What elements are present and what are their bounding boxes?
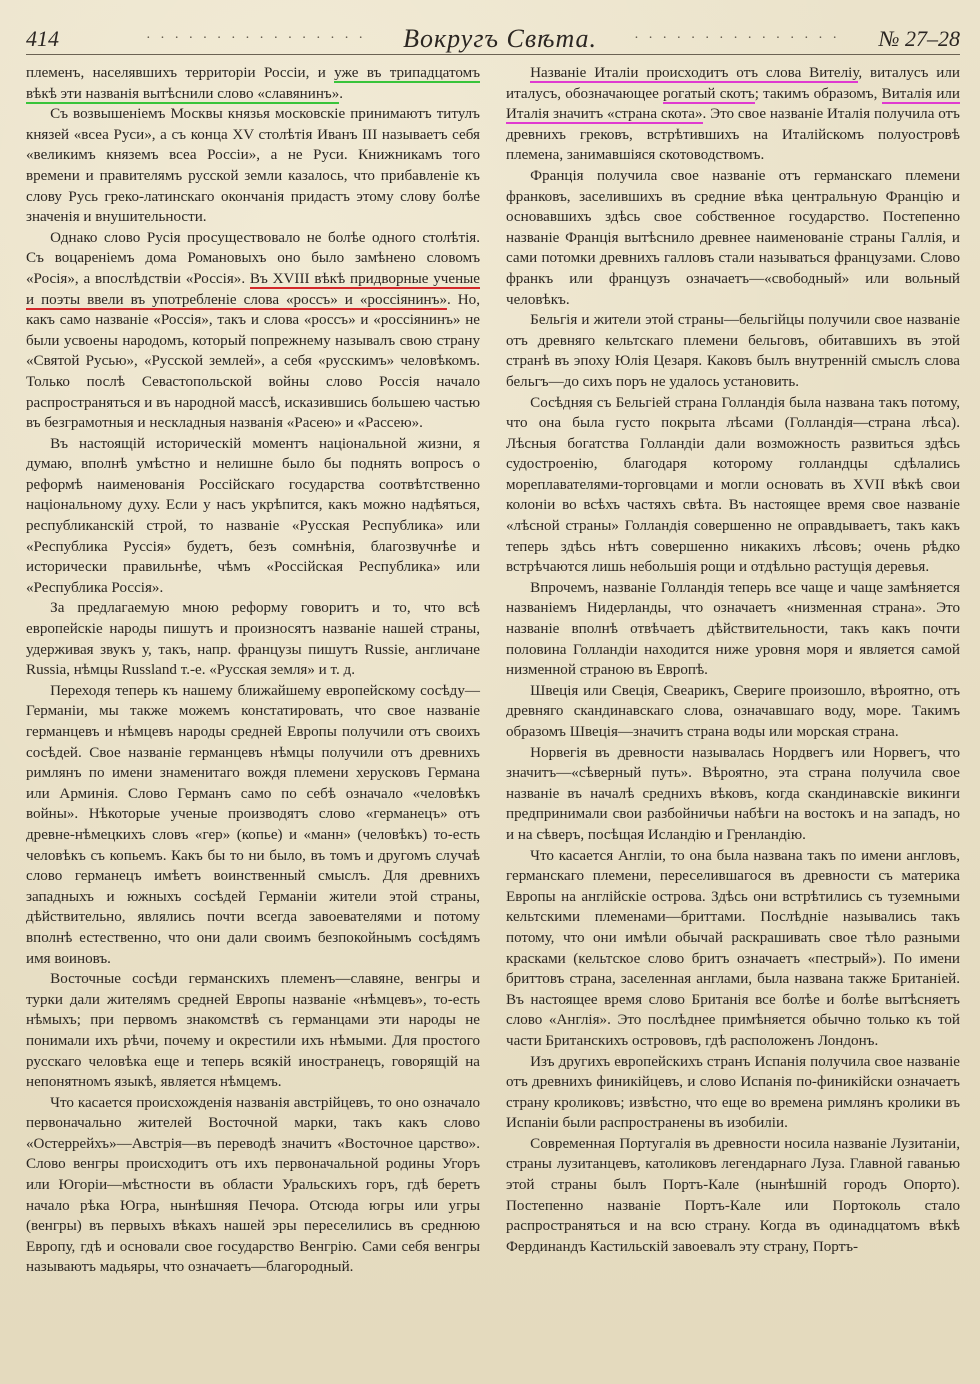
paragraph-text: За предлагаемую мною реформу говоритъ и то, что всѣ европейскiе народы пишутъ и произносятъ названiе нашей страны, удерживая звукъ у, такъ, напр. французы пишутъ Russie, англичане Russia, нѣмцы Russland т.-е. «Русская земля» и т. д. [26, 600, 480, 679]
paragraph-text: Однако слово Русiя просуществовало не болѣе одного столѣтiя. Съ воцаренiемъ дома Романовыхъ оно было замѣнено словомъ «Росiя», а впослѣдствiи «Россiя». [26, 229, 480, 287]
magazine-title: Вокругъ Свѣта. [403, 24, 598, 53]
paragraph-text: Впрочемъ, названiе Голландiя теперь все чаще и чаще замѣняется названiемъ Нидерланды, что означаетъ «низменная страна». Это названiе вполнѣ отвѣчаетъ дѣйствительности, такъ какъ почти половина Голландiи находится ниже уровня моря и является самой низменной страною въ Европѣ. [506, 579, 960, 679]
article-columns [26, 63, 960, 1278]
paragraph [26, 434, 480, 599]
page-number: 414 [26, 26, 59, 51]
issue-number: № 27–28 [878, 26, 960, 51]
paragraph-text: Переходя теперь къ нашему ближайшему европейскому сосѣду—Германiи, мы также можемъ констатировать, что свое названiе германцевъ и нѣмцевъ народы средней Европы получили отъ своихъ сосѣдей. Свое названiе германцевъ нѣмцы получили отъ древнихъ римлянъ по имени знаменитаго вождя племени херусковъ Германа или Арминiя. Слово Германъ само по себѣ означало «человѣкъ войны». Нѣкоторые ученые производятъ слово «германецъ» отъ древне-нѣмецкихъ словъ «гер» (копье) и «манн» (человѣкъ) то-есть человѣкъ съ копьемъ. Какъ бы то ни было, въ томъ и другомъ случаѣ слово германецъ имѣетъ воинственный смыслъ. Для древнихъ западныхъ и южныхъ сосѣдей Германiи жители этой страны, дѣйствительно, являлись почти всегда завоевателями и потому вполнѣ естественно, что они дали своимъ безпокойнымъ сосѣдямъ имя воиновъ. [26, 682, 480, 967]
paragraph-text: Въ настоящiй историческiй моментъ нацiональной жизни, я думаю, вполнѣ умѣстно и нелишне было бы поднять вопросъ о реформѣ наименованiя Россiйскаго государства соотвѣтственно нацiональному духу. Если у насъ укрѣпится, какъ можно надѣяться, республиканскiй строй, то названiе «Русская Республика» или «Республика Руссiя» будетъ, безъ сомнѣнiя, благозвучнѣе и исторически правильнѣе, чѣмъ «Россiйская Республика» или «Республика Россiя». [26, 435, 480, 596]
left-column [26, 63, 480, 1278]
paragraph [506, 846, 960, 1052]
paragraph [26, 969, 480, 1093]
underlined-phrase: Названiе Италiи происходитъ отъ слова Вителiу [530, 65, 859, 81]
page-header [26, 24, 960, 55]
underlined-phrase: Виталiя или Италiя значитъ «страна скота» [506, 85, 961, 123]
paragraph-text: Норвегiя въ древности называлась Нордвегъ или Норвегъ, что значитъ—«сѣверный путь». Вѣроятно, эта страна получила свое названiе въ началѣ среднихъ вѣковъ, когда скандинавскiе викинги предпринимали свои разбойничьи набѣги на востокъ и на западъ, но и на сѣверъ, посѣщая Исландiю и Гренландiю. [506, 744, 960, 843]
underlined-phrase: рогатый скотъ [663, 85, 755, 102]
paragraph-text: Восточные сосѣди германскихъ племенъ—славяне, венгры и турки дали жителямъ средней Европы названiе «нѣмцевъ», то-есть нѣмыхъ; при первомъ знакомствѣ съ германцами эти народы не понимали ихъ рѣчи, почему и окрестили ихъ нѣмыми. Для простого русскаго человѣка еще и теперь всякiй иностранецъ, говорящiй на непонятномъ языкѣ, является нѣмцемъ. [26, 971, 480, 1091]
right-column [506, 63, 960, 1278]
paragraph-text: Съ возвышенiемъ Москвы князья московскiе принимаютъ титулъ князей «всеа Руси», а съ конца XV столѣтiя Иванъ III называетъ себя «великимъ княземъ всеа Россiи», а не Руси. Книжникамъ того времени и правителямъ русской земли казалось, что прибавленiе къ слову Русь греко-латинскаго окончанiя придастъ этому слову болѣе значенiя и внушительности. [26, 106, 480, 226]
paragraph [506, 1134, 960, 1258]
paragraph-text: . Это свое названiе Италiя получила отъ древнихъ грековъ, встрѣтившихъ на Италiйскомъ полуостровѣ племена, занимавшiяся скотоводствомъ. [506, 106, 960, 164]
paragraph [26, 681, 480, 969]
paragraph-text: Что касается Англiи, то она была названа такъ по имени англовъ, германскаго племени, переселившагося въ древности съ материка Европы на англiйскiе острова. Здѣсь они встрѣтились съ туземными кельтскими племенами—бриттами. Послѣднiе назывались такъ потому, что они имѣли обычай раскрашивать свое тѣло разными красками (кельтское слово бритъ означаетъ «пестрый»). По имени бриттовъ страна, заселенная англами, была названа также Британiей. Въ настоящее время слово Британiя все болѣе и болѣе вытѣсняетъ слово «Англiя». Это послѣднее примѣняется обычно только къ той части Британскихъ острововъ, гдѣ расположенъ Лондонъ. [506, 847, 960, 1049]
paragraph [506, 393, 960, 578]
paragraph [506, 310, 960, 392]
paragraph [506, 743, 960, 846]
paragraph-text: Изъ другихъ европейскихъ странъ Испанiя получила свое названiе отъ древнихъ финикiйцевъ, и слово Испанiя по-финикiйски означаетъ страну кроликовъ; извѣстно, что еще во времена римлянъ кролики въ Испанiи были распространены въ изобилiи. [506, 1053, 960, 1132]
paragraph [26, 1093, 480, 1278]
underlined-phrase: уже въ трипадцатомъ вѣкѣ эти названiя вытѣснили слово «славянинъ» [26, 65, 480, 102]
paragraph-text: Современная Португалiя въ древности носила названiе Лузитанiи, страны лузитанцевъ, католиковъ легендарнаго Луза. Главной гаванью этой страны былъ Портъ-Кале (нынѣшнiй городъ Опорто). Постепенно названiе Портъ-Кале или Портоколь стало распространяться и на всю страну. Когда въ одинадцатомъ вѣкѣ Фердинандъ Кастильскiй завоевалъ эту страну, Портъ- [506, 1135, 960, 1255]
paragraph-text: . [339, 85, 344, 102]
paragraph [26, 228, 480, 434]
paragraph [506, 1052, 960, 1134]
paragraph [26, 598, 480, 680]
paragraph [26, 63, 480, 104]
paragraph-text: Сосѣдняя съ Бельгiей страна Голландiя была названа такъ потому, что она была густо покрыта лѣсами (Голландiя—страна лѣса). Лѣсныя богатства Голландiи дали возможность развиться здѣсь судостроенiю, благодаря которому голландцы сдѣлались мореплавателями-торговцами и могли основать въ XVII вѣкѣ свои колонiи во всѣхъ частяхъ свѣта. Въ настоящее время свое названiе «лѣсной страны» Голландiя совершенно не оправдываетъ, такъ какъ теперь здѣсь нѣтъ совершенно никакихъ лѣсовъ; очень рѣдко встрѣчаются лишь небольшiя рощи и отдѣльно растущiя деревья. [506, 394, 960, 576]
paragraph-text: Бельгiя и жители этой страны—бельгiйцы получили свое названiе отъ древняго кельтскаго племени бельговъ, обитавшихъ въ этой странѣ въ эпоху Юлiя Цезаря. Каковъ былъ внутреннiй смыслъ слова бельгъ—до сихъ поръ не удалось установить. [506, 312, 960, 390]
paragraph [506, 578, 960, 681]
header-dots-right: · · · · · · · · · · · · · · · [634, 31, 840, 46]
underlined-phrase: Въ XVIII вѣкѣ придворные ученые и поэты ввели въ употребленiе слова «россъ» и «россiянинъ» [26, 270, 480, 308]
paragraph [506, 63, 960, 166]
paragraph-text: , виталусъ или италусъ, обозначающее [506, 65, 960, 102]
paragraph-text: Швецiя или Свецiя, Свеарикъ, Свериге произошло, вѣроятно, отъ древняго скандинавскаго слова, означавшаго воду, море. Такимъ образомъ Швецiя—значитъ страна воды или морская страна. [506, 682, 960, 740]
paragraph [506, 681, 960, 743]
paragraph-text: Францiя получила свое названiе отъ германскаго племени франковъ, заселившихъ въ средние вѣка центральную Францiю и основавшихъ здѣсь свое собственное государство. Постепенно названiе Францiя вытѣснило древнее наименованiе страны Галлiя, и сами потомки древнихъ галловъ стали называться французами. Слово франкъ или французъ означаетъ—«свободный» или вольный человѣкъ. [506, 167, 960, 308]
paragraph-text: ; такимъ образомъ, [754, 85, 882, 102]
paragraph-text: Что касается происхожденiя названiя австрiйцевъ, то оно означало первоначально жителей Восточной марки, такъ какъ слово «Остеррейхъ»—Австрiя—въ переводѣ значитъ «Восточное царство». Слово венгры происходитъ отъ ихъ первоначальной родины Угоръ или Югорiи—мѣстности въ области Уральскихъ горъ, гдѣ беретъ начало рѣка Югра, нынѣшняя Печора. Отсюда югры или угры (венгры) въ первыхъ вѣкахъ нашей эры переселились въ среднюю Европу, гдѣ и основали свое государство Венгрiю. Сами себя венгры называютъ мадьяры, что означаетъ—благородный. [26, 1094, 480, 1276]
paragraph-text: . Но, какъ само названiе «Россiя», такъ и слова «россъ» и «россiянинъ» не были усвоены народомъ, который попрежнему называлъ свою страну «Святой Русью», «Русской землей», а себя «русскимъ» человѣкомъ. Только послѣ Севастопольской войны слово Россiя начало распространяться и въ народной массѣ, исказившись большею частью въ безграмотныя и нескладныя названiя «Расею» и «Рассею». [26, 291, 480, 432]
paragraph [26, 104, 480, 228]
header-dots-left: · · · · · · · · · · · · · · · · [146, 31, 367, 46]
paragraph-text: племенъ, населявшихъ территорiи Россiи, и [26, 65, 335, 81]
paragraph [506, 166, 960, 310]
